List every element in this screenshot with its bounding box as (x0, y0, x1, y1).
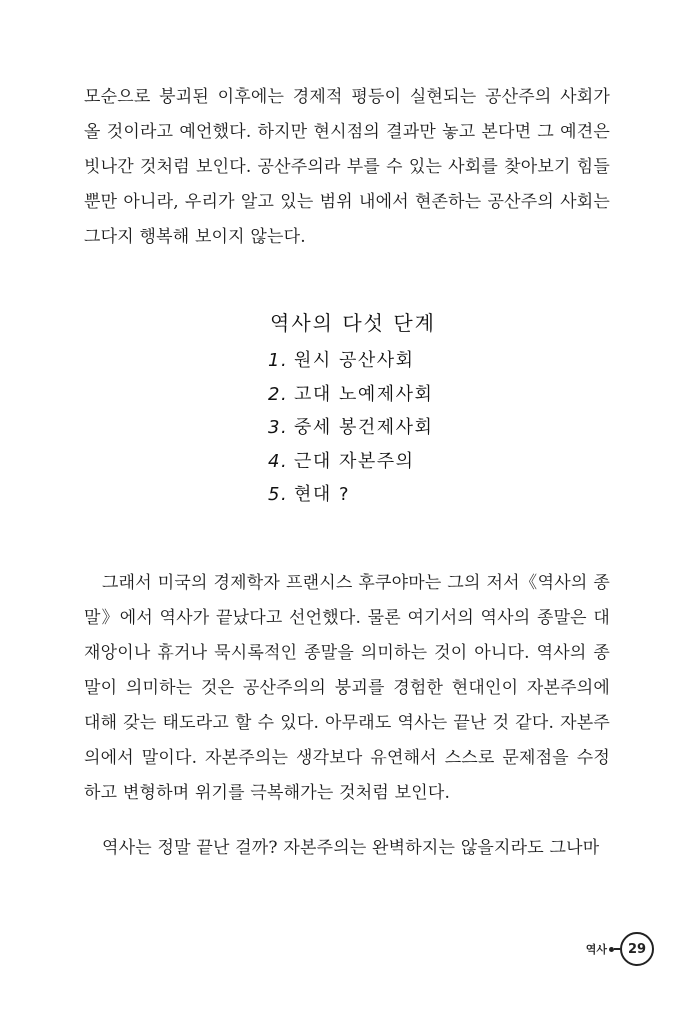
stage-label: 근대 자본주의 (294, 450, 415, 472)
list-item (268, 445, 528, 479)
body-paragraph-1: 모순으로 붕괴된 이후에는 경제적 평등이 실현되는 공산주의 사회가 올 것이라고 예언했다. 하지만 현시점의 결과만 놓고 본다면 그 예견은 빗나간 것처럼 보인다. 공산주의라 부를 수 있는 사회를 찾아보기 힘들 뿐만 아니라, 우리가 알고 있는 범위 내에서 현존하는 공산주의 사회는 그다지 행복해 보이지 않는다. (84, 87, 610, 247)
stage-number: 2. (268, 383, 289, 405)
list-item (268, 478, 528, 512)
list-item (268, 378, 528, 412)
stage-number: 1. (268, 350, 289, 371)
body-paragraph-2: 그래서 미국의 경제학자 프랜시스 후쿠야마는 그의 저서《역사의 종말》에서 역사가 끝났다고 선언했다. 물론 여기서의 역사의 종말은 대재앙이나 휴거나 묵시록적인 종말을 의미하는 것이 아니다. 역사의 종말이 의미하는 것은 공산주의의 붕괴를 경험한 현대인이 자본주의에 대해 갖는 태도라고 할 수 있다. 아무래도 역사는 끝난 것 같다. 자본주의에서 말이다. 자본주의는 생각보다 유연해서 스스로 문제점을 수정하고 변형하며 위기를 극복해가는 것처럼 보인다. (84, 573, 610, 803)
list-item (268, 411, 528, 445)
stages-title: 역사의 다섯 단계 (270, 311, 436, 335)
list-item (268, 344, 528, 378)
stage-label: 현대 ? (294, 484, 351, 505)
stage-label: 원시 공산사회 (294, 350, 415, 371)
stage-number: 4. (268, 450, 289, 472)
stage-label: 중세 봉건제사회 (294, 417, 434, 438)
stage-number: 5. (268, 484, 289, 505)
body-paragraph-3: 역사는 정말 끝난 걸까? 자본주의는 완벽하지는 않을지라도 그나마 (102, 838, 600, 858)
section-label: 역사 (585, 943, 607, 956)
stages-list (268, 344, 528, 512)
page-number: 29 (620, 932, 654, 966)
stage-label: 고대 노예제사회 (294, 383, 434, 405)
stage-number: 3. (268, 417, 289, 438)
stages-box (268, 306, 528, 512)
page-footer (586, 932, 654, 966)
